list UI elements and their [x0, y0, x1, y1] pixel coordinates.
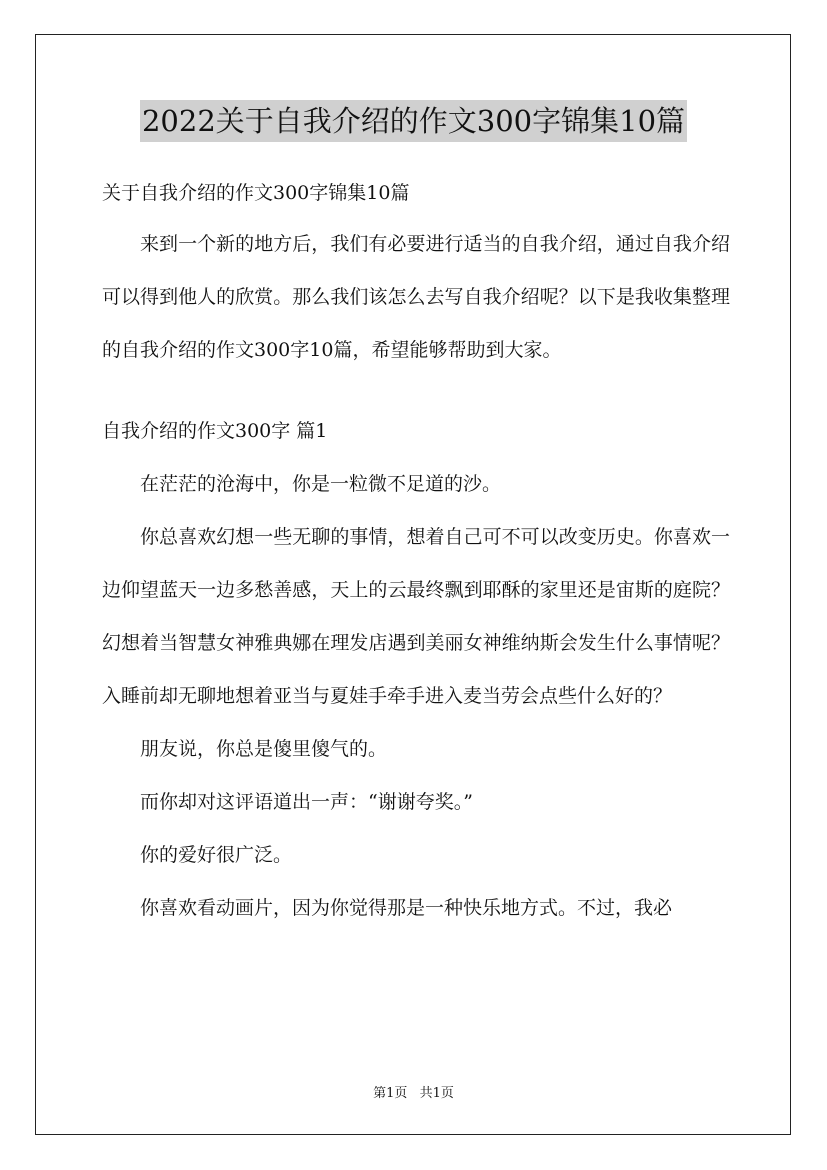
document-title: 2022关于自我介绍的作文300字锦集10篇: [140, 100, 687, 142]
page-current: 第1页: [373, 1086, 408, 1101]
paragraph-1: 在茫茫的沧海中，你是一粒微不足道的沙。: [140, 473, 502, 495]
section-heading: 自我介绍的作文300字 篇1: [102, 420, 328, 442]
paragraph-5: 你的爱好很广泛。: [140, 844, 293, 866]
page-total: 共1页: [419, 1086, 454, 1101]
document-subtitle: 关于自我介绍的作文300字锦集10篇: [102, 182, 410, 204]
paragraph-3: 朋友说，你总是傻里傻气的。: [140, 738, 388, 760]
intro-paragraph: 来到一个新的地方后，我们有必要进行适当的自我介绍，通过自我介绍可以得到他人的欣赏。那么我们该怎么去写自我介绍呢？以下是我收集整理的自我介绍的作文300字10篇，希望能够帮助到大家。: [102, 233, 730, 361]
paragraph-6: 你喜欢看动画片，因为你觉得那是一种快乐地方式。不过，我必: [140, 897, 673, 919]
title-container: [0, 100, 827, 142]
document-body: [102, 172, 730, 935]
paragraph-4: 而你却对这评语道出一声：“谢谢夸奖。”: [140, 791, 473, 813]
page-footer: [0, 1082, 827, 1101]
paragraph-2: 你总喜欢幻想一些无聊的事情，想着自己可不可以改变历史。你喜欢一边仰望蓝天一边多愁善感，天上的云最终飘到耶酥的家里还是宙斯的庭院？幻想着当智慧女神雅典娜在理发店遇到美丽女神维纳斯会发生什么事情呢？入睡前却无聊地想着亚当与夏娃手牵手进入麦当劳会点些什么好的？: [102, 526, 730, 707]
